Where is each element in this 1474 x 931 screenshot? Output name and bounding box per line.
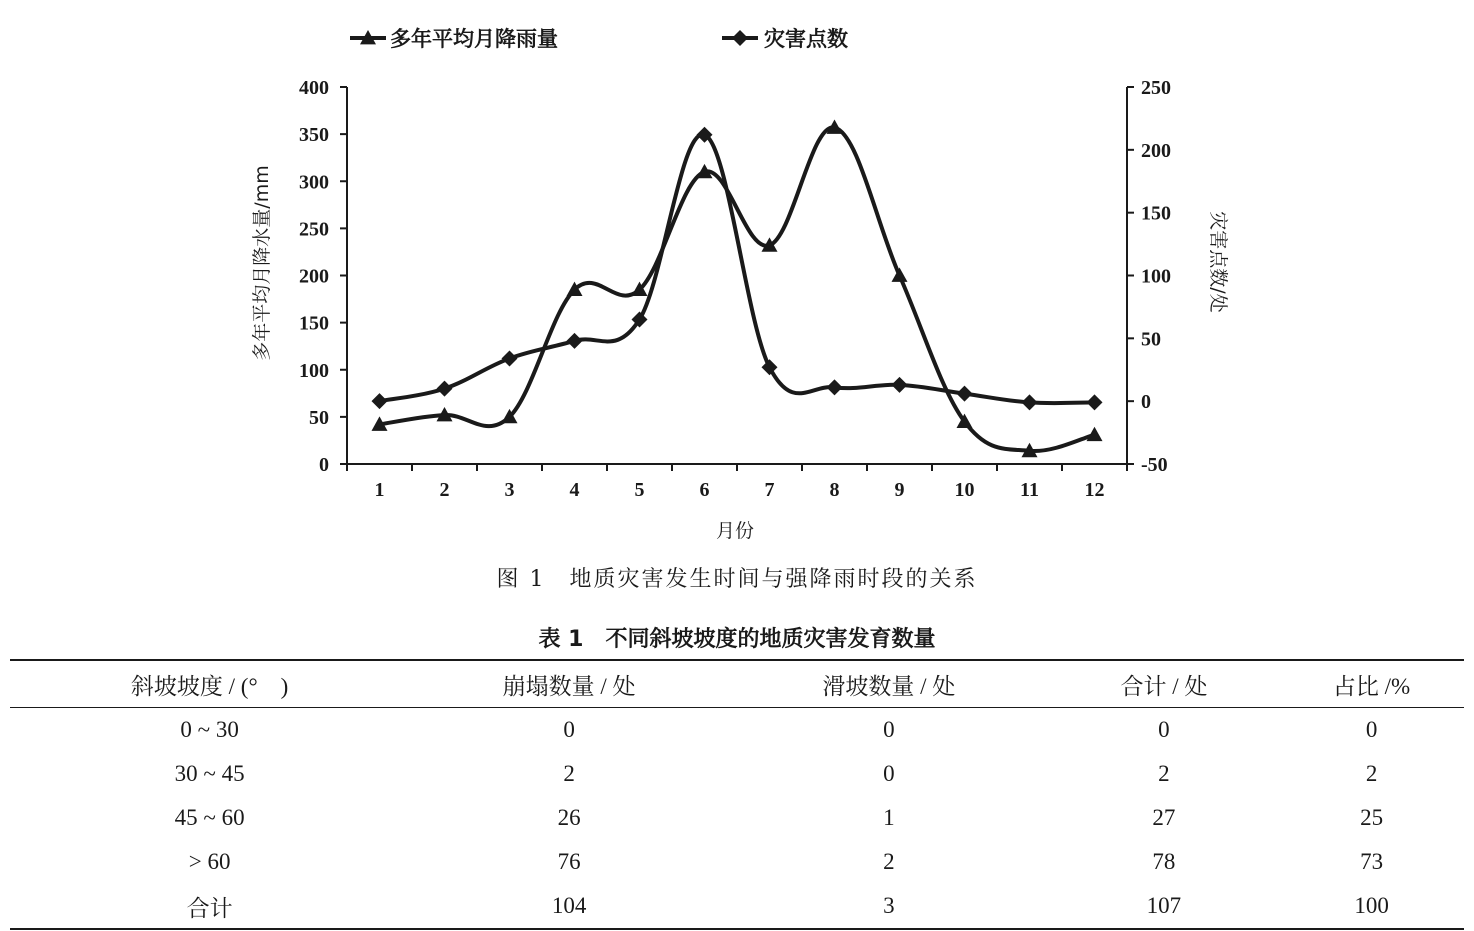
- y-right-tick-label: 0: [1141, 391, 1151, 414]
- legend-item: [722, 27, 848, 51]
- data-point-diamond: [437, 381, 453, 397]
- x-tick-label: 8: [829, 479, 840, 501]
- header-collapse-count: 崩塌数量 / 处: [502, 673, 636, 699]
- table-cell: 3: [883, 893, 895, 918]
- table-cell: 0: [883, 761, 895, 786]
- header-total: 合计 / 处: [1120, 673, 1208, 699]
- table-cell: 25: [1360, 805, 1384, 830]
- x-tick-label: 10: [954, 479, 975, 501]
- header-landslide-count: 滑坡数量 / 处: [822, 673, 956, 699]
- x-tick-label: 9: [894, 479, 905, 501]
- table-cell: 1: [883, 805, 895, 830]
- data-point-diamond: [957, 386, 973, 402]
- x-tick-label: 1: [374, 479, 385, 501]
- y-axis-right-label: 灾害点数/处: [1207, 211, 1229, 313]
- table-cell: > 60: [188, 849, 231, 874]
- figure-caption: 图 1 地质灾害发生时间与强降雨时段的关系: [496, 567, 978, 592]
- data-point-triangle: [892, 268, 908, 282]
- table-cell: 2: [563, 761, 575, 786]
- y-left-tick-label: 150: [299, 312, 329, 335]
- series-line: [380, 134, 1095, 403]
- table-cell: 27: [1152, 805, 1176, 830]
- table-row: [10, 840, 1464, 884]
- table-cell: 100: [1354, 893, 1389, 918]
- table-row: [10, 884, 1464, 929]
- table-cell: 78: [1152, 849, 1176, 874]
- slope-hazard-table: [10, 659, 1464, 930]
- legend-label: 灾害点数: [764, 27, 848, 51]
- table-cell: 0: [563, 717, 575, 742]
- data-point-diamond: [892, 377, 908, 393]
- data-point-diamond: [1087, 394, 1103, 410]
- legend-diamond-icon: [732, 30, 748, 46]
- table-caption: 表 1 不同斜坡坡度的地质灾害发育数量: [538, 627, 936, 652]
- series-rainfall: [372, 120, 1103, 458]
- header-percent: 占比 /%: [1332, 673, 1411, 699]
- table-cell: 2: [1365, 761, 1378, 786]
- y-right-tick-label: 50: [1141, 328, 1161, 351]
- data-point-diamond: [1022, 394, 1038, 410]
- y-left-tick-label: 300: [299, 171, 329, 194]
- table-row: [10, 796, 1464, 840]
- x-tick-label: 7: [764, 479, 775, 501]
- y-left-tick-label: 400: [299, 77, 329, 99]
- chart-axes: [299, 77, 1171, 501]
- table-cell: 107: [1146, 893, 1182, 918]
- table-cell: 2: [883, 849, 895, 874]
- y-right-tick-label: 250: [1141, 77, 1171, 99]
- table-cell: 104: [551, 893, 587, 918]
- series-line: [380, 127, 1095, 451]
- table-cell: 0: [1158, 717, 1170, 742]
- chart-legend: [350, 27, 848, 51]
- x-tick-label: 3: [504, 479, 515, 501]
- table-cell: 0 ~ 30: [180, 717, 239, 742]
- y-left-tick-label: 100: [299, 359, 329, 382]
- data-point-diamond: [372, 393, 388, 409]
- header-slope: 斜坡坡度 / (° ): [130, 673, 289, 699]
- table-row: [10, 708, 1464, 753]
- table-cell: 45 ~ 60: [174, 805, 245, 830]
- y-left-tick-label: 250: [299, 218, 329, 241]
- data-point-diamond: [502, 350, 518, 366]
- x-tick-label: 5: [634, 479, 645, 501]
- y-left-tick-label: 0: [319, 454, 329, 476]
- x-tick-label: 12: [1084, 479, 1105, 501]
- y-right-tick-label: 200: [1141, 139, 1171, 162]
- data-point-diamond: [567, 333, 583, 349]
- y-axis-left-label: 多年平均月降水量/mm: [251, 165, 273, 361]
- table-cell: 73: [1360, 849, 1384, 874]
- y-left-tick-label: 50: [309, 406, 329, 429]
- table-cell: 30 ~ 45: [174, 761, 245, 786]
- y-left-tick-label: 350: [299, 124, 329, 147]
- table-cell: 2: [1158, 761, 1170, 786]
- data-point-diamond: [762, 359, 778, 375]
- x-tick-label: 11: [1020, 479, 1039, 501]
- x-tick-label: 2: [439, 479, 450, 501]
- table-cell: 26: [557, 805, 581, 830]
- x-tick-label: 4: [569, 479, 580, 501]
- y-left-tick-label: 200: [299, 265, 329, 288]
- table-row: [10, 752, 1464, 796]
- table-header-row: [10, 660, 1464, 708]
- data-point-triangle: [1087, 427, 1103, 441]
- x-tick-label: 6: [699, 479, 710, 501]
- legend-item: [350, 27, 558, 51]
- chart-series: [372, 120, 1103, 458]
- y-right-tick-label: 100: [1141, 265, 1171, 288]
- data-point-diamond: [827, 379, 843, 395]
- table-cell: 合计: [186, 895, 233, 921]
- table-cell: 0: [883, 717, 895, 742]
- series-hazard-count: [372, 127, 1103, 411]
- table-cell: 0: [1365, 717, 1378, 742]
- y-right-tick-label: 150: [1141, 202, 1171, 225]
- x-axis-label: 月份: [715, 520, 755, 542]
- y-right-tick-label: -50: [1141, 454, 1168, 476]
- table-cell: 76: [557, 849, 581, 874]
- legend-label: 多年平均月降雨量: [390, 27, 558, 51]
